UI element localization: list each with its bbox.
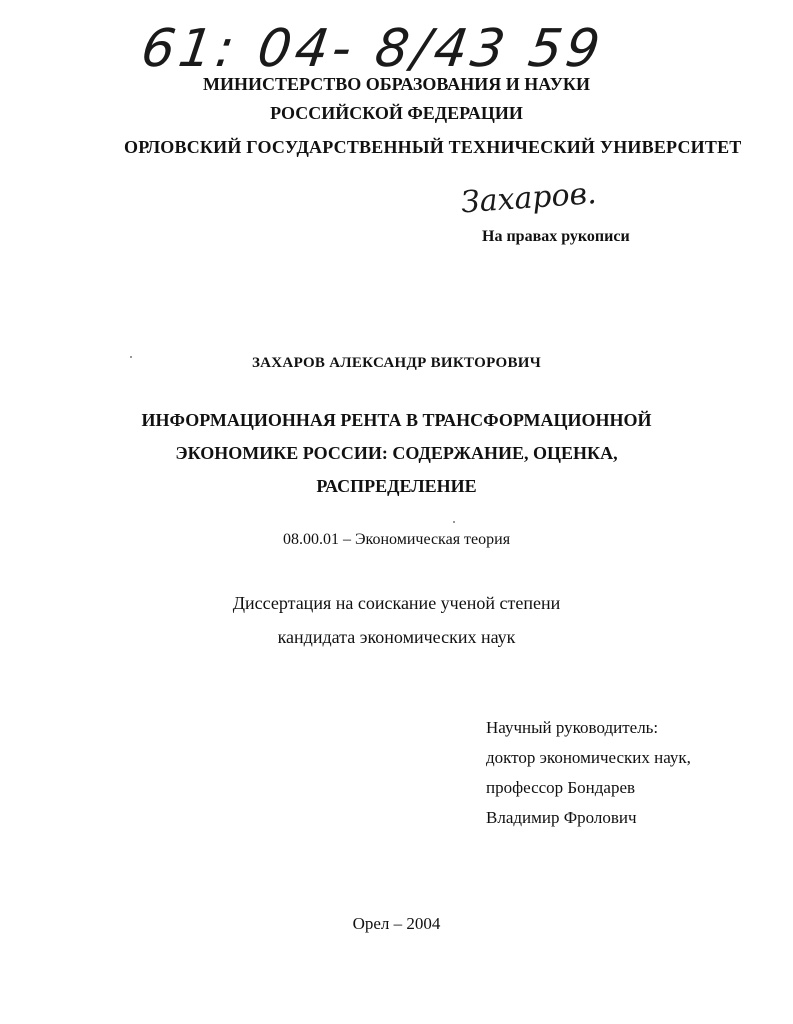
manuscript-rights-note: На правах рукописи xyxy=(482,228,630,245)
supervisor-name: Владимир Фролович xyxy=(486,808,637,827)
scan-speck xyxy=(130,356,132,358)
degree-statement xyxy=(0,586,793,654)
university-name: ОРЛОВСКИЙ ГОСУДАРСТВЕННЫЙ ТЕХНИЧЕСКИЙ УНИВЕРСИТЕТ xyxy=(124,137,742,157)
supervisor-label: Научный руководитель: xyxy=(486,718,659,737)
svg-text:Захаров.: Захаров. xyxy=(459,176,598,221)
title-line1: ИНФОРМАЦИОННАЯ РЕНТА В ТРАНСФОРМАЦИОННОЙ xyxy=(141,410,652,430)
specialty-code: 08.00.01 – Экономическая теория xyxy=(282,531,511,548)
city-year: Орел – 2004 xyxy=(352,914,441,933)
title-line2: ЭКОНОМИКЕ РОССИИ: СОДЕРЖАНИЕ, ОЦЕНКА, xyxy=(175,443,618,463)
svg-text:61: 04- 8/43 59: 61: 04- 8/43 59 xyxy=(137,19,608,79)
scan-speck xyxy=(453,521,455,523)
handwritten-signature xyxy=(455,170,598,230)
handwritten-archive-number xyxy=(137,6,608,82)
degree-line1: Диссертация на соискание ученой степени xyxy=(232,593,561,613)
supervisor-degree: доктор экономических наук, xyxy=(486,748,691,767)
ministry-heading-line2: РОССИЙСКОЙ ФЕДЕРАЦИИ xyxy=(270,103,523,123)
author-name: ЗАХАРОВ АЛЕКСАНДР ВИКТОРОВИЧ xyxy=(251,355,542,371)
dissertation-title xyxy=(0,404,793,503)
title-line3: РАСПРЕДЕЛЕНИЕ xyxy=(316,476,477,496)
supervisor-block xyxy=(486,713,691,833)
supervisor-title-name: профессор Бондарев xyxy=(486,778,636,797)
ministry-heading-line1: МИНИСТЕРСТВО ОБРАЗОВАНИЯ И НАУКИ xyxy=(203,74,590,94)
degree-line2: кандидата экономических наук xyxy=(277,627,516,647)
